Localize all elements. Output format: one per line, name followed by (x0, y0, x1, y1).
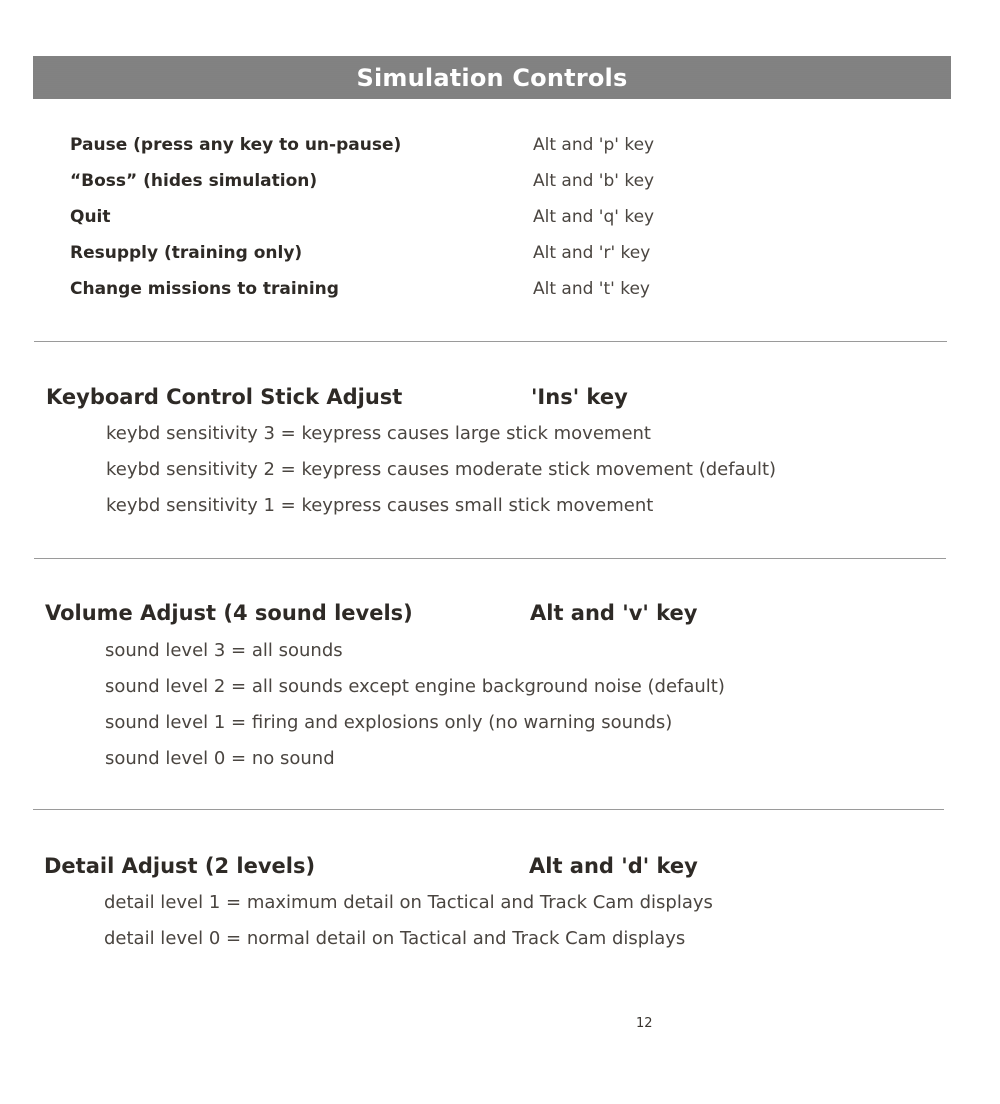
divider (34, 341, 947, 342)
detail-section-key: Alt and 'd' key (529, 854, 698, 878)
section-banner (33, 56, 951, 99)
control-key-pause: Alt and 'p' key (533, 135, 655, 155)
detail-item: detail level 1 = maximum detail on Tactical and Track Cam displays (104, 892, 713, 913)
page-number: 12 (636, 1016, 653, 1031)
control-key-change-missions: Alt and 't' key (533, 279, 650, 299)
volume-item: sound level 2 = all sounds except engine background noise (default) (105, 676, 725, 697)
keyboard-item: keybd sensitivity 1 = keypress causes small stick movement (106, 495, 654, 516)
divider (33, 809, 944, 810)
control-label-boss: “Boss” (hides simulation) (70, 171, 318, 191)
control-key-resupply: Alt and 'r' key (533, 243, 651, 263)
volume-section-title: Volume Adjust (4 sound levels) (45, 601, 413, 625)
control-label-pause: Pause (press any key to un-pause) (70, 135, 402, 155)
keyboard-item: keybd sensitivity 2 = keypress causes moderate stick movement (default) (106, 459, 777, 480)
keyboard-item: keybd sensitivity 3 = keypress causes large stick movement (106, 423, 651, 444)
volume-item: sound level 0 = no sound (105, 748, 335, 769)
control-label-change-missions: Change missions to training (70, 279, 339, 299)
volume-item: sound level 3 = all sounds (105, 640, 343, 661)
detail-section-title: Detail Adjust (2 levels) (44, 854, 316, 878)
volume-item: sound level 1 = firing and explosions only (no warning sounds) (105, 712, 673, 733)
divider (34, 558, 946, 559)
control-label-quit: Quit (70, 207, 111, 227)
detail-item: detail level 0 = normal detail on Tactical and Track Cam displays (104, 928, 686, 949)
control-key-boss: Alt and 'b' key (533, 171, 655, 191)
keyboard-section-key: 'Ins' key (531, 385, 628, 409)
volume-section-key: Alt and 'v' key (530, 601, 698, 625)
banner-title: Simulation Controls (356, 63, 628, 92)
control-label-resupply: Resupply (training only) (70, 243, 303, 263)
control-key-quit: Alt and 'q' key (533, 207, 655, 227)
keyboard-section-title: Keyboard Control Stick Adjust (46, 385, 403, 409)
